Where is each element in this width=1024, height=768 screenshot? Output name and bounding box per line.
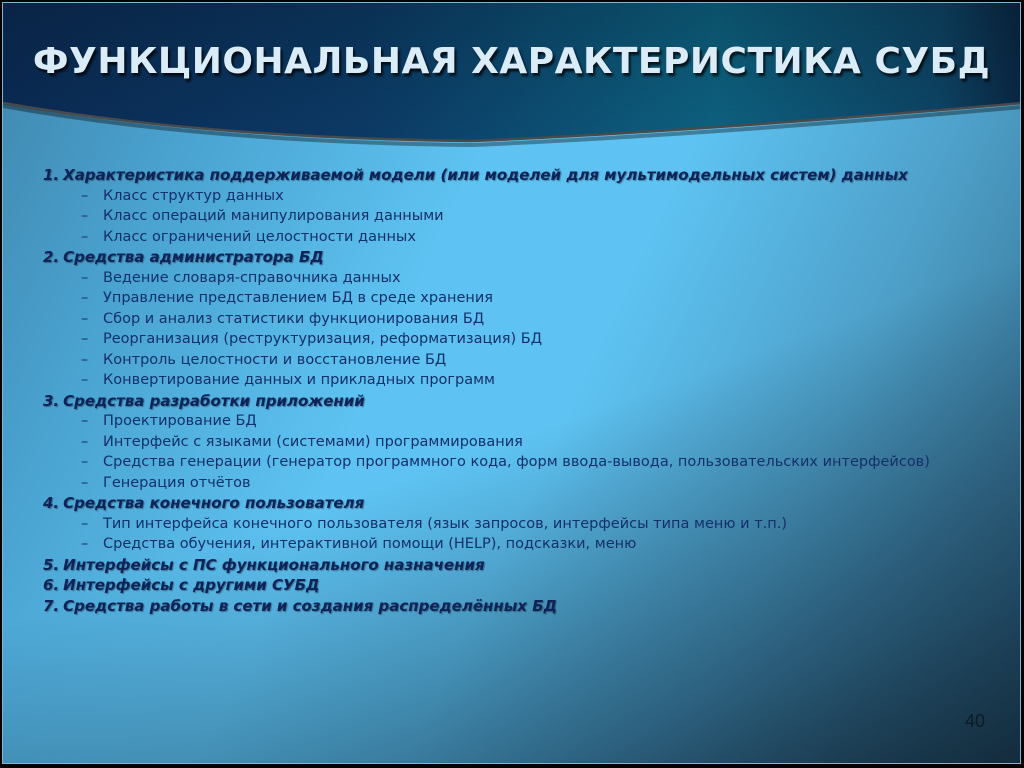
section-number: 5. xyxy=(43,555,60,574)
list-item xyxy=(43,411,983,432)
list-item-text: Управление представлением БД в среде хранения xyxy=(103,290,494,306)
section-title-text: Интерфейсы с другими СУБД xyxy=(63,576,320,594)
dash-bullet-icon: – xyxy=(81,413,89,429)
dash-bullet-icon: – xyxy=(81,474,89,491)
list-item xyxy=(43,268,983,289)
dash-bullet-icon: – xyxy=(81,372,89,388)
section-1 xyxy=(43,165,983,247)
section-7 xyxy=(43,596,983,617)
list-item-text: Средства обучения, интерактивной помощи (HELP), подсказки, меню xyxy=(103,536,637,552)
list-item xyxy=(43,206,983,227)
section-title-text: Средства конечного пользователя xyxy=(63,494,365,512)
section-2 xyxy=(43,247,983,391)
list-item-text: Класс структур данных xyxy=(103,187,284,204)
list-item xyxy=(43,473,983,494)
dash-bullet-icon: – xyxy=(81,310,89,327)
list-item-text: Класс операций манипулирования данными xyxy=(103,208,444,224)
section-number: 2. xyxy=(43,248,60,266)
list-item-text: Сбор и анализ статистики функционирования БД xyxy=(103,310,485,327)
dash-bullet-icon: – xyxy=(81,269,89,286)
dash-bullet-icon: – xyxy=(81,228,89,245)
section-heading xyxy=(43,165,983,186)
list-item-text: Средства генерации (генератор программного кода, форм ввода-вывода, пользовательских интерфейсов) xyxy=(103,454,930,470)
list-item-text: Тип интерфейса конечного пользователя (язык запросов, интерфейсы типа меню и т.п.) xyxy=(103,515,787,532)
list-item xyxy=(43,432,983,453)
list-item-text: Контроль целостности и восстановление БД xyxy=(103,351,447,368)
list-item-text: Ведение словаря-справочника данных xyxy=(103,269,401,286)
section-4 xyxy=(43,493,983,555)
page-number: 40 xyxy=(965,711,986,731)
section-number: 1. xyxy=(43,166,60,184)
list-item xyxy=(43,329,983,350)
section-title-text: Интерфейсы с ПС функционального назначения xyxy=(63,555,485,574)
dash-bullet-icon: – xyxy=(81,515,89,532)
list-item xyxy=(43,514,983,535)
list-item-text: Конвертирование данных и прикладных программ xyxy=(103,372,495,388)
section-title-text: Средства работы в сети и создания распределённых БД xyxy=(63,596,557,615)
section-heading xyxy=(43,247,983,268)
list-item-text: Интерфейс с языками (системами) программирования xyxy=(103,433,523,450)
list-item xyxy=(43,350,983,371)
dash-bullet-icon: – xyxy=(81,454,89,470)
section-3 xyxy=(43,391,983,494)
section-heading xyxy=(43,391,983,412)
list-item xyxy=(43,288,983,309)
dash-bullet-icon: – xyxy=(81,187,89,204)
list-item-text: Проектирование БД xyxy=(103,413,257,429)
dash-bullet-icon: – xyxy=(81,290,89,306)
slide xyxy=(2,2,1021,764)
section-heading xyxy=(43,575,983,596)
section-heading xyxy=(43,596,983,617)
slide-content-list xyxy=(43,165,983,616)
dash-bullet-icon: – xyxy=(81,351,89,368)
section-title-text: Средства администратора БД xyxy=(63,248,324,266)
list-item-text: Класс ограничений целостности данных xyxy=(103,228,416,245)
dash-bullet-icon: – xyxy=(81,331,89,347)
dash-bullet-icon: – xyxy=(81,433,89,450)
section-number: 3. xyxy=(43,391,60,410)
list-item xyxy=(43,452,983,473)
section-heading xyxy=(43,493,983,514)
section-number: 7. xyxy=(43,596,60,615)
section-number: 6. xyxy=(43,576,60,594)
list-item xyxy=(43,370,983,391)
section-number: 4. xyxy=(43,494,60,512)
slide-header-banner xyxy=(3,3,1020,153)
list-item xyxy=(43,309,983,330)
dash-bullet-icon: – xyxy=(81,208,89,224)
list-item-text: Реорганизация (реструктуризация, реформатизация) БД xyxy=(103,331,543,347)
section-title-text: Средства разработки приложений xyxy=(63,391,365,410)
page-title: ФУНКЦИОНАЛЬНАЯ ХАРАКТЕРИСТИКА СУБД xyxy=(32,41,991,82)
list-item xyxy=(43,186,983,207)
section-title-text: Характеристика поддерживаемой модели (или моделей для мультимодельных систем) данных xyxy=(63,166,908,184)
section-5 xyxy=(43,555,983,576)
dash-bullet-icon: – xyxy=(81,536,89,552)
section-6 xyxy=(43,575,983,596)
list-item xyxy=(43,534,983,555)
section-heading xyxy=(43,555,983,576)
list-item-text: Генерация отчётов xyxy=(103,474,251,491)
list-item xyxy=(43,227,983,248)
